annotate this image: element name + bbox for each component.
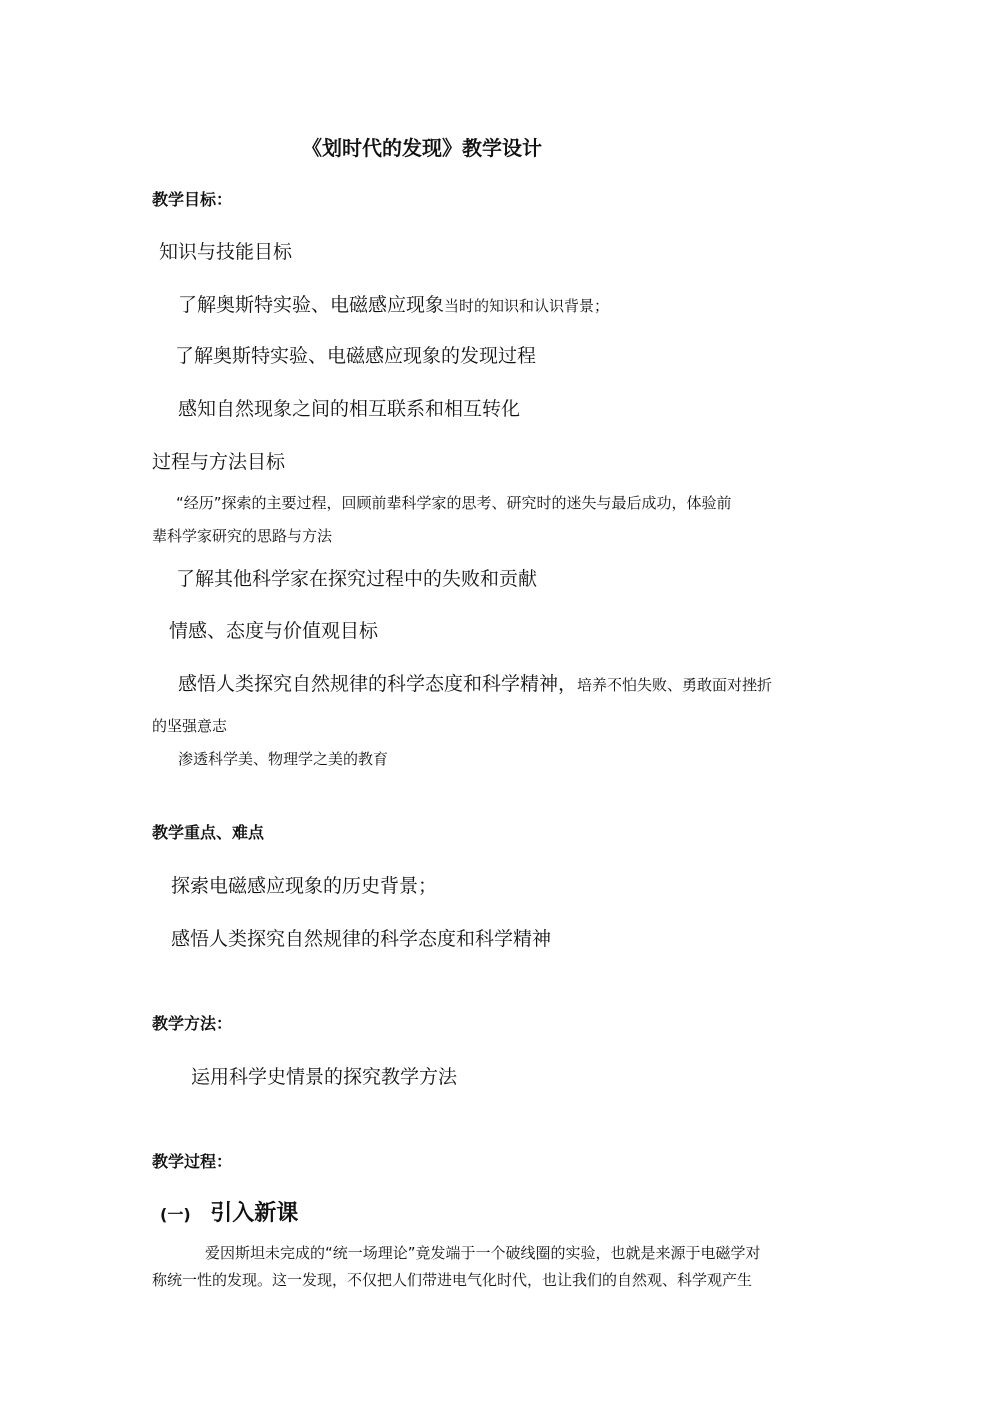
section-title: 引入新课 [210, 1201, 299, 1226]
goal-emotion-1-tail: 培养不怕失败、勇敢面对挫折 [577, 676, 773, 694]
goal-process-2: 了解其他科学家在探究过程中的失败和贡献 [176, 568, 538, 590]
goal-knowledge-3: 感知自然现象之间的相互联系和相互转化 [178, 398, 521, 420]
heading-key-difficult-points: 教学重点、难点 [152, 823, 265, 842]
heading-teaching-goals: 教学目标： [152, 190, 233, 209]
teaching-method-1: 运用科学史情景的探究教学方法 [191, 1066, 458, 1088]
goal-knowledge-1-tail: 当时的知识和认识背景； [444, 297, 610, 315]
key-point-2: 感悟人类探究自然规律的科学态度和科学精神 [171, 928, 552, 950]
goal-emotion-1-line1 [178, 675, 772, 694]
intro-paragraph-line1: 爱因斯坦未完成的“统一场理论”竟发端于一个破线圈的实验，也就是来源于电磁学对 [205, 1244, 761, 1262]
goal-emotion-1-line2: 的坚强意志 [152, 717, 228, 735]
intro-paragraph-line2: 称统一性的发现。这一发现，不仅把人们带进电气化时代，也让我们的自然观、科学观产生 [152, 1271, 753, 1289]
section-number: (一) [160, 1205, 191, 1224]
goal-knowledge-2: 了解奥斯特实验、电磁感应现象的发现过程 [175, 345, 537, 367]
section-heading [160, 1203, 298, 1225]
subheading-emotion-values: 情感、态度与价值观目标 [169, 620, 379, 642]
goal-process-1-line2: 辈科学家研究的思路与方法 [152, 527, 333, 545]
goal-process-1-line1: “经历”探索的主要过程，回顾前辈科学家的思考、研究时的迷失与最后成功，体验前 [176, 494, 732, 512]
subheading-knowledge-skills: 知识与技能目标 [159, 241, 293, 263]
goal-knowledge-1-main: 了解奥斯特实验、电磁感应现象 [178, 294, 445, 316]
subheading-process-methods: 过程与方法目标 [152, 451, 286, 473]
document-title: 《划时代的发现》教学设计 [302, 136, 542, 160]
goal-knowledge-1 [178, 296, 609, 315]
goal-emotion-1-main: 感悟人类探究自然规律的科学态度和科学精神， [178, 673, 578, 695]
heading-teaching-methods: 教学方法： [152, 1014, 233, 1033]
key-point-1: 探索电磁感应现象的历史背景； [171, 875, 438, 897]
heading-teaching-process: 教学过程： [152, 1152, 233, 1171]
goal-emotion-2: 渗透科学美、物理学之美的教育 [178, 750, 389, 768]
